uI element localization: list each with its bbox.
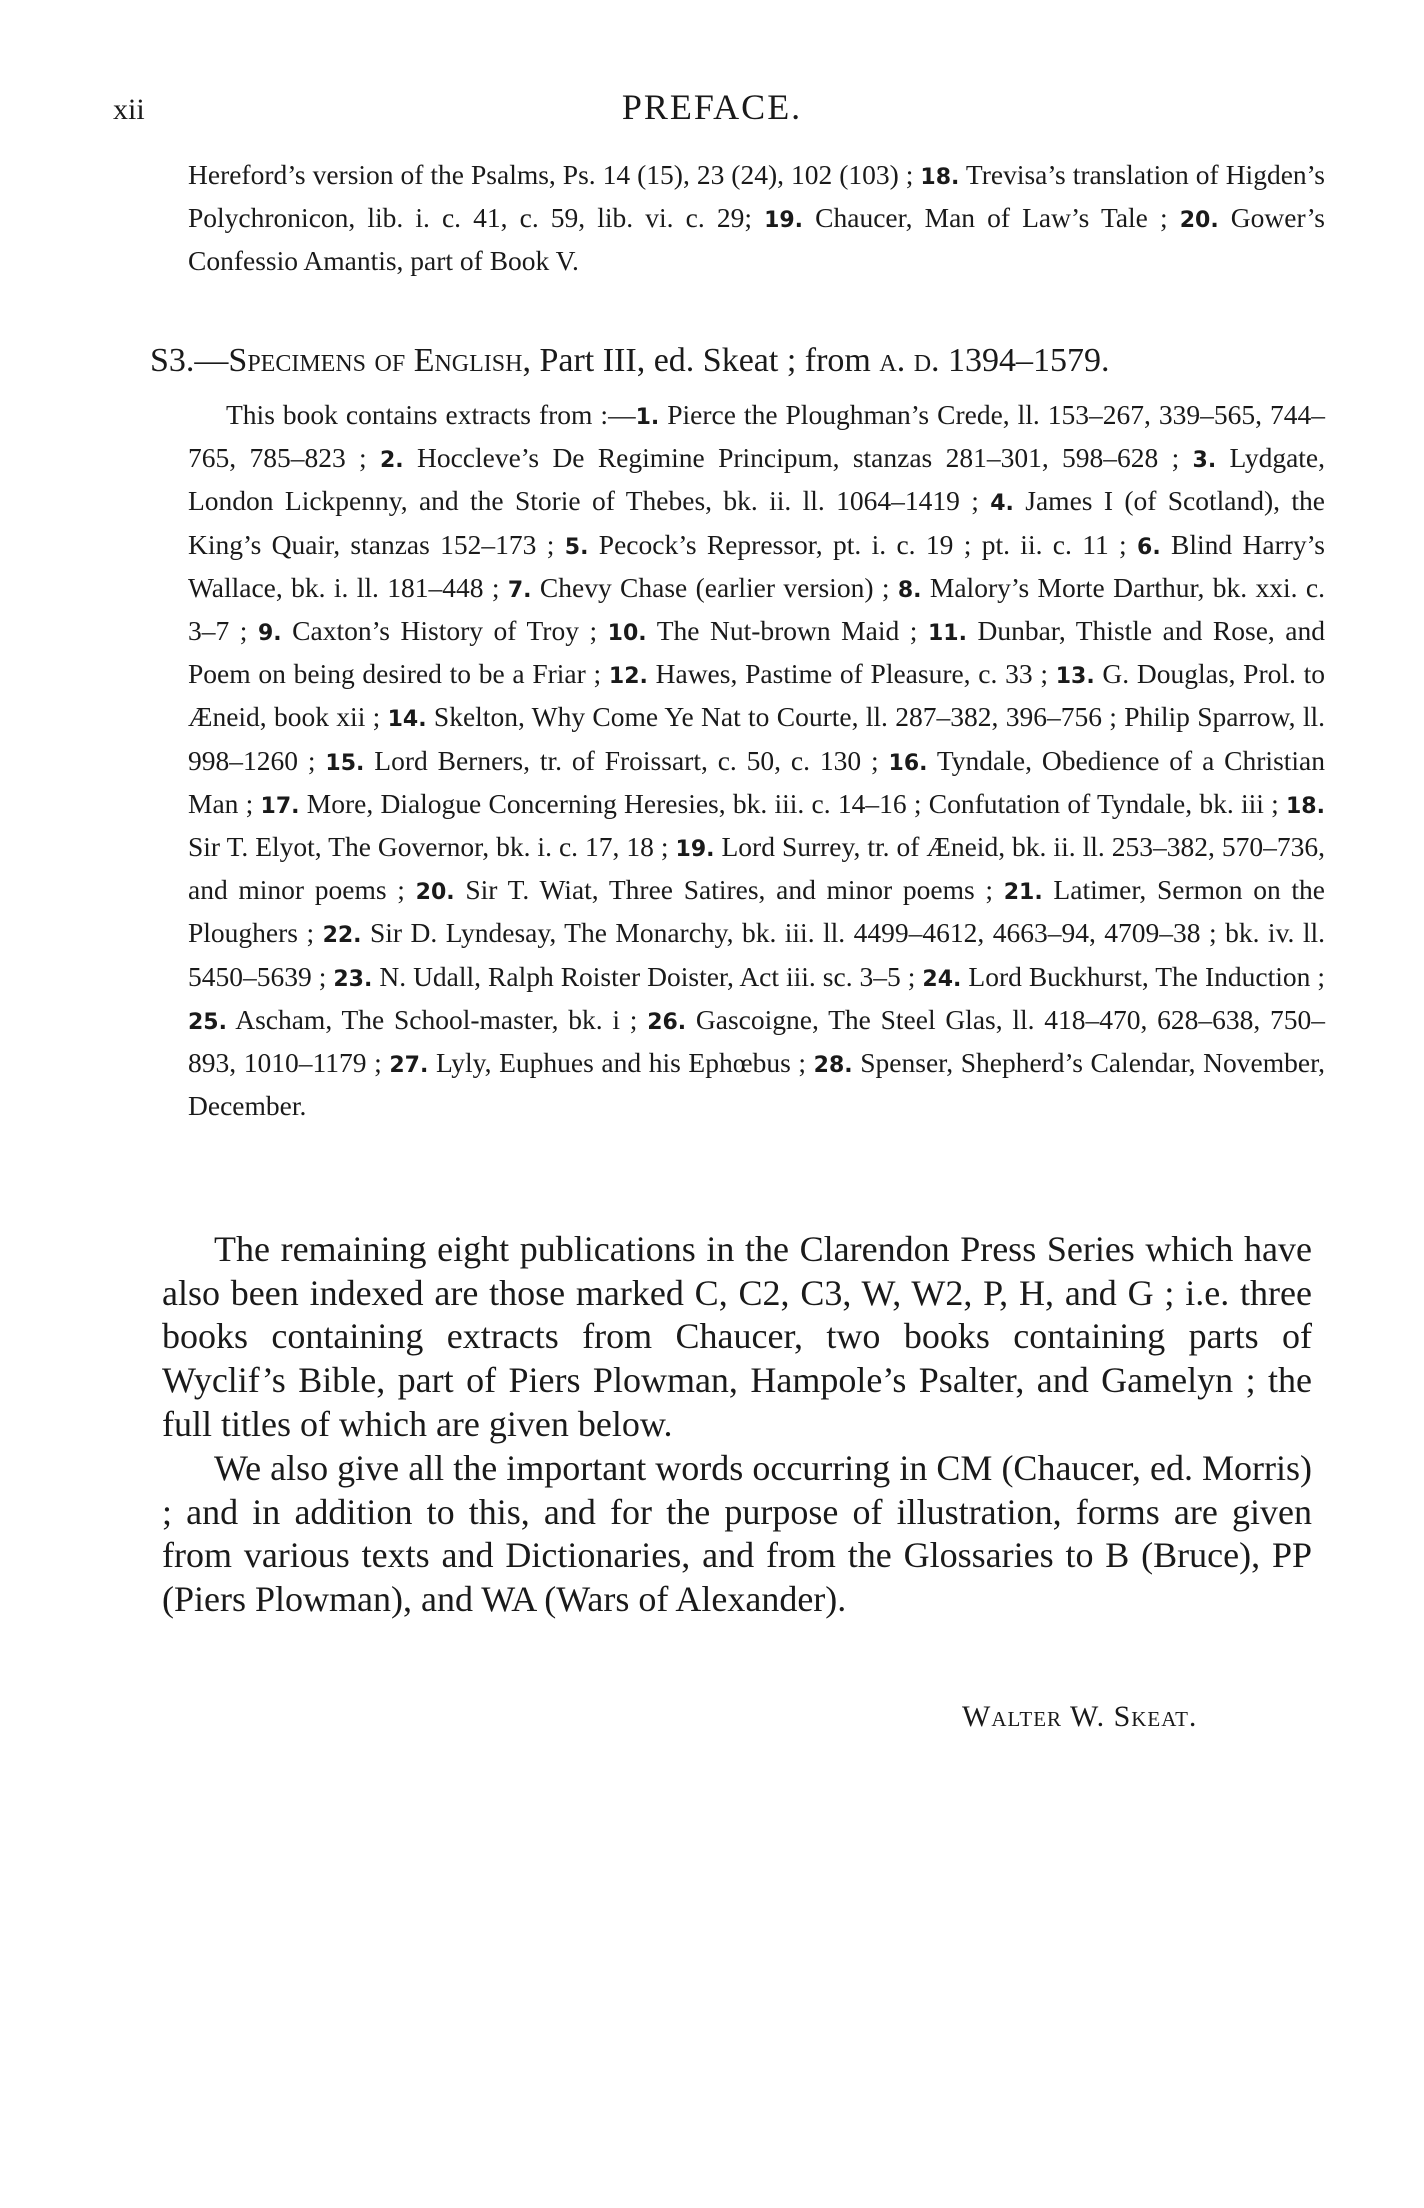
item-number: 19. [675, 837, 715, 863]
item-text: Ascham, The School-master, bk. i ; [226, 1003, 648, 1035]
item-text: Lydgate, London Lickpenny, and the Storie of Thebes, bk. ii. ll. 1064–1419 ; [188, 442, 1325, 517]
item-text: Latimer, Sermon on the Ploughers ; [188, 874, 1325, 949]
item-text: Sir D. Lyndesay, The Monarchy, bk. iii. ll. 4499–4612, 4663–94, 4709–38 ; bk. iv. ll. 5450–5639 ; [188, 917, 1326, 992]
section-era: a. d. [879, 342, 940, 379]
item-text: James I (of Scotland), the King’s Quair, stanzas 152–173 ; [188, 485, 1325, 560]
page-number: xii [113, 93, 145, 126]
item-text: Hereford’s version of the Psalms, Ps. 14 (15), 23 (24), 102 (103) ; [188, 159, 921, 190]
item-text: Pecock’s Repressor, pt. i. c. 19 ; pt. ii. c. 11 ; [588, 528, 1138, 560]
item-text: Sir T. Wiat, Three Satires, and minor poems ; [454, 874, 1004, 906]
item-number: 23. [333, 966, 373, 992]
item-text: Gascoigne, The Steel Glas, ll. 418–470, 628–638, 750–893, 1010–1179 ; [188, 1003, 1325, 1079]
item-text: Sir T. Elyot, The Governor, bk. i. c. 17, 18 ; [188, 831, 676, 863]
item-text: Malory’s Morte Darthur, bk. xxi. c. 3–7 ; [188, 571, 1325, 647]
body-paragraph: The remaining eight publications in the Clarendon Press Series which have also been indexed are those marked C, C2, C3, W, W2, P, H, and G ; i.e. three books containing extracts from Chaucer, two books containing parts of Wyclif’s Bible, part of Piers Plowman, Hampole’s Psalter, and Gamelyn ; the full titles of which are given below. [162, 1229, 1312, 1444]
item-number: 25. [188, 1009, 227, 1035]
item-text: Chevy Chase (earlier version) ; [531, 571, 898, 603]
item-text: Lord Surrey, tr. of Æneid, bk. ii. ll. 253–382, 570–736, and minor poems ; [188, 831, 1325, 906]
item-text: Caxton’s History of Troy ; [281, 615, 608, 647]
item-text: Skelton, Why Come Ye Nat to Courte, ll. 287–382, 396–756 ; Philip Sparrow, ll. 998–1260 ; [188, 701, 1325, 776]
item-text: Dunbar, Thistle and Rose, and Poem on being desired to be a Friar ; [188, 615, 1326, 690]
item-number: 3. [1192, 448, 1217, 474]
author-signature: Walter W. Skeat. [962, 1700, 1198, 1733]
item-text: Lyly, Euphues and his Ephœbus ; [428, 1047, 814, 1079]
item-text: More, Dialogue Concerning Heresies, bk. iii. c. 14–16 ; Confutation of Tyndale, bk. iii ; [299, 787, 1286, 819]
item-number: 4. [990, 491, 1014, 517]
item-text: Tyndale, Obedience of a Christian Man ; [188, 744, 1326, 819]
item-number: 8. [897, 577, 922, 603]
item-text: Hoccleve’s De Regimine Principum, stanzas 281–301, 598–628 ; [403, 442, 1193, 474]
item-text: The Nut-brown Maid ; [646, 615, 928, 647]
item-number: 9. [257, 621, 282, 647]
item-number: 21. [1003, 880, 1043, 906]
item-number: 10. [607, 621, 647, 647]
item-text: Lord Buckhurst, The Induction ; [961, 960, 1326, 992]
item-number: 13. [1055, 664, 1095, 690]
section-title: Specimens of English, [228, 342, 531, 379]
section-edition: Part III, ed. Skeat ; from [530, 342, 880, 379]
item-text: Chaucer, Man of Law’s Tale ; [803, 202, 1180, 234]
item-number: 6. [1137, 534, 1161, 560]
item-number: 20. [1179, 208, 1219, 234]
continued-list-block [188, 155, 1325, 282]
item-number: 11. [927, 621, 967, 647]
item-text: Pierce the Ploughman’s Crede, ll. 153–267, 339–565, 744–765, 785–823 ; [188, 399, 1326, 474]
item-number: 14. [387, 707, 427, 733]
item-number: 1. [635, 405, 660, 430]
item-number: 5. [564, 534, 589, 560]
item-number: 28. [813, 1053, 853, 1079]
contents-list-block [188, 395, 1325, 1126]
item-number: 24. [922, 966, 962, 992]
item-number: 12. [608, 664, 648, 690]
section-heading [150, 342, 1330, 380]
item-number: 27. [389, 1053, 429, 1079]
running-head: PREFACE. [621, 87, 803, 127]
item-number: 26. [647, 1009, 687, 1035]
item-number: 18. [920, 165, 960, 190]
item-text: N. Udall, Ralph Roister Doister, Act iii. sc. 3–5 ; [372, 960, 923, 992]
section-code: S3.— [150, 342, 229, 379]
item-text: Trevisa’s translation of Higden’s Polychronicon, lib. i. c. 41, c. 59, lib. vi. c. 29; [188, 159, 1325, 234]
body-paragraph: We also give all the important words occurring in CM (Chaucer, ed. Morris) ; and in addition to this, and for the purpose of illustration, forms are given from various texts and Dictionaries, and from the Glossaries to B (Bruce), PP (Piers Plowman), and WA (Wars of Alexander). [162, 1448, 1312, 1620]
item-number: 22. [322, 923, 362, 949]
item-text: Spenser, Shepherd’s Calendar, November, December. [188, 1047, 1326, 1122]
item-text: This book contains extracts from :— [226, 399, 636, 430]
item-number: 19. [764, 208, 804, 234]
item-text: Lord Berners, tr. of Froissart, c. 50, c. 130 ; [364, 744, 889, 776]
item-text: Gower’s Confessio Amantis, part of Book V. [188, 202, 1325, 277]
item-number: 7. [507, 577, 532, 603]
item-number: 17. [260, 793, 300, 819]
item-number: 18. [1286, 793, 1325, 819]
item-text: G. Douglas, Prol. to Æneid, book xii ; [188, 658, 1326, 733]
item-text: Hawes, Pastime of Pleasure, c. 33 ; [647, 658, 1056, 690]
section-dates: 1394–1579. [939, 342, 1110, 379]
item-number: 16. [888, 750, 928, 776]
item-number: 20. [415, 880, 455, 906]
item-number: 15. [325, 750, 365, 776]
item-text: Blind Harry’s Wallace, bk. i. ll. 181–448 ; [188, 528, 1325, 603]
item-number: 2. [379, 448, 404, 474]
